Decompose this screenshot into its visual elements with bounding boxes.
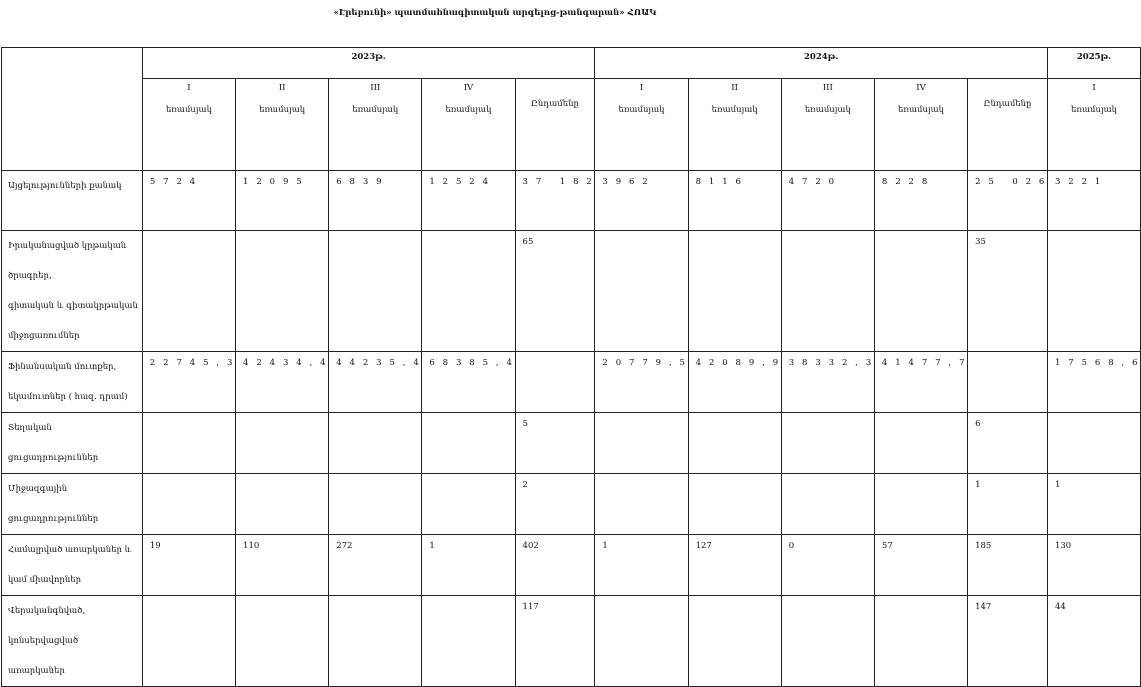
total-header: Ընդամենը	[968, 79, 1048, 171]
table-row	[2, 596, 1141, 687]
row-label: Վերականգնված, կոնսերվացված առարկաներ	[2, 596, 143, 687]
year-header-2023: 2023թ.	[142, 48, 595, 79]
table-cell: 272	[329, 535, 422, 596]
table-cell	[329, 413, 422, 474]
table-cell	[874, 413, 967, 474]
table-cell	[142, 474, 235, 535]
table-cell	[142, 596, 235, 687]
table-cell: 2	[515, 474, 595, 535]
quarter-header: II եռամսյակ	[688, 79, 781, 171]
table-cell	[595, 413, 688, 474]
table-row	[2, 535, 1141, 596]
quarter-header: I եռամսյակ	[595, 79, 688, 171]
table-cell: 2 0 7 7 9 , 5	[595, 352, 688, 413]
table-cell	[236, 596, 329, 687]
table-cell: 1 2 5 2 4	[422, 171, 515, 231]
table-cell	[688, 474, 781, 535]
year-header-row	[2, 48, 1141, 79]
table-cell: 4 7 2 0	[781, 171, 874, 231]
table-cell: 3 7 1 8 2	[515, 171, 595, 231]
table-cell: 3 9 6 2	[595, 171, 688, 231]
table-cell: 2 5 0 2 6	[968, 171, 1048, 231]
row-label: Տեղական ցուցադրություններ	[2, 413, 143, 474]
table-cell: 5 7 2 4	[142, 171, 235, 231]
table-cell: 19	[142, 535, 235, 596]
quarter-header: III եռամսյակ	[329, 79, 422, 171]
table-cell	[329, 231, 422, 352]
table-cell	[236, 231, 329, 352]
table-cell	[236, 413, 329, 474]
row-label: Համալրված առարկաներ և կամ միավորներ	[2, 535, 143, 596]
table-cell: 4 1 4 7 7 , 7	[874, 352, 967, 413]
row-label: Այցելությունների քանակ	[2, 171, 143, 231]
table-cell: 4 4 2 3 5 , 4	[329, 352, 422, 413]
table-cell	[142, 231, 235, 352]
table-cell: 1	[595, 535, 688, 596]
table-cell: 130	[1047, 535, 1140, 596]
quarter-header: IV եռամսյակ	[422, 79, 515, 171]
year-header-2024: 2024թ.	[595, 48, 1048, 79]
table-row	[2, 352, 1141, 413]
table-cell: 185	[968, 535, 1048, 596]
table-cell: 65	[515, 231, 595, 352]
table-cell: 6 8 3 8 5 , 4	[422, 352, 515, 413]
table-cell: 147	[968, 596, 1048, 687]
quarter-header: I եռամսյակ	[1047, 79, 1140, 171]
table-cell	[595, 596, 688, 687]
table-cell	[874, 596, 967, 687]
table-cell: 1 2 0 9 5	[236, 171, 329, 231]
quarter-header-row	[2, 79, 1141, 171]
table-cell: 127	[688, 535, 781, 596]
table-cell	[329, 596, 422, 687]
table-cell: 1	[968, 474, 1048, 535]
table-cell: 3 8 3 3 2 , 3	[781, 352, 874, 413]
table-cell	[422, 413, 515, 474]
year-header-2025: 2025թ.	[1047, 48, 1140, 79]
table-cell	[1047, 413, 1140, 474]
corner-cell	[2, 48, 143, 171]
table-cell: 117	[515, 596, 595, 687]
table-cell	[874, 231, 967, 352]
table-cell: 402	[515, 535, 595, 596]
table-row	[2, 413, 1141, 474]
table-cell	[688, 413, 781, 474]
table-cell: 1 7 5 6 8 , 6	[1047, 352, 1140, 413]
table-cell: 57	[874, 535, 967, 596]
table-cell	[1047, 231, 1140, 352]
table-cell: 0	[781, 535, 874, 596]
table-cell: 5	[515, 413, 595, 474]
table-cell	[422, 231, 515, 352]
table-cell: 8 1 1 6	[688, 171, 781, 231]
table-cell: 110	[236, 535, 329, 596]
table-cell	[688, 596, 781, 687]
table-cell	[329, 474, 422, 535]
table-cell	[142, 413, 235, 474]
table-cell: 4 2 4 3 4 , 4	[236, 352, 329, 413]
table-cell: 8 2 2 8	[874, 171, 967, 231]
table-cell	[688, 231, 781, 352]
table-cell	[781, 413, 874, 474]
table-cell	[595, 474, 688, 535]
table-row	[2, 171, 1141, 231]
table-cell: 35	[968, 231, 1048, 352]
total-header: Ընդամենը	[515, 79, 595, 171]
table-cell	[874, 474, 967, 535]
table-cell: 44	[1047, 596, 1140, 687]
quarter-header: IV եռամսյակ	[874, 79, 967, 171]
table-cell	[781, 474, 874, 535]
table-cell	[595, 231, 688, 352]
table-cell: 3 2 2 1	[1047, 171, 1140, 231]
table-cell: 1	[1047, 474, 1140, 535]
table-cell	[968, 352, 1048, 413]
row-label: Միջազգային ցուցադրություններ	[2, 474, 143, 535]
page-title: «Էրեբունի» պատմահնագիտական արգելոց-թանգարան» ՀՈԱԿ	[333, 8, 657, 18]
table-cell: 4 2 0 8 9 , 9	[688, 352, 781, 413]
table-cell: 2 2 7 4 5 , 3	[142, 352, 235, 413]
table-cell: 6 8 3 9	[329, 171, 422, 231]
quarter-header: I եռամսյակ	[142, 79, 235, 171]
table-row	[2, 231, 1141, 352]
table-cell	[422, 474, 515, 535]
table-cell	[781, 231, 874, 352]
report-table	[1, 47, 1141, 687]
table-cell	[781, 596, 874, 687]
table-row	[2, 474, 1141, 535]
table-cell	[236, 474, 329, 535]
table-cell: 1	[422, 535, 515, 596]
table-cell	[515, 352, 595, 413]
quarter-header: II եռամսյակ	[236, 79, 329, 171]
quarter-header: III եռամսյակ	[781, 79, 874, 171]
row-label: Ֆինանսական մուտքեր, եկամուտներ ( հազ. դրամ)	[2, 352, 143, 413]
table-cell	[422, 596, 515, 687]
row-label: Իրականացված կրթական ծրագրեր, գիտական և գիտակրթական միջոցառումներ	[2, 231, 143, 352]
table-cell: 6	[968, 413, 1048, 474]
